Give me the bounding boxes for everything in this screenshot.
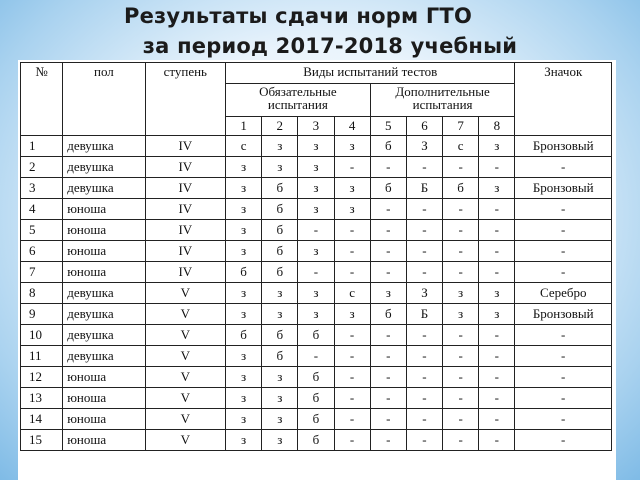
row-num: 5	[21, 220, 63, 241]
row-score: -	[479, 199, 515, 220]
title-line-2: за период 2017-2018 учебный	[142, 34, 518, 58]
row-score: -	[370, 367, 406, 388]
header-test-7: 7	[443, 117, 479, 136]
row-score: з	[479, 283, 515, 304]
header-required: Обязательные испытания	[226, 84, 371, 117]
row-score: -	[370, 157, 406, 178]
header-optional: Дополнительные испытания	[370, 84, 515, 117]
row-gender: юноша	[63, 367, 145, 388]
row-score: б	[226, 262, 262, 283]
row-score: з	[334, 199, 370, 220]
row-score: з	[226, 157, 262, 178]
row-badge: -	[515, 241, 612, 262]
header-level: ступень	[145, 63, 225, 136]
row-score: б	[298, 388, 334, 409]
row-score: -	[334, 409, 370, 430]
table-row	[21, 220, 612, 241]
row-score: з	[226, 241, 262, 262]
row-level: IV	[145, 262, 225, 283]
row-badge: -	[515, 220, 612, 241]
row-level: V	[145, 388, 225, 409]
row-score: -	[370, 241, 406, 262]
row-gender: девушка	[63, 304, 145, 325]
row-score: б	[262, 346, 298, 367]
row-score: -	[406, 430, 442, 451]
row-level: V	[145, 430, 225, 451]
row-num: 8	[21, 283, 63, 304]
row-gender: юноша	[63, 409, 145, 430]
row-score: з	[298, 199, 334, 220]
row-score: з	[226, 367, 262, 388]
row-badge: -	[515, 367, 612, 388]
row-score: з	[226, 430, 262, 451]
row-score: -	[479, 157, 515, 178]
row-num: 13	[21, 388, 63, 409]
row-score: -	[298, 346, 334, 367]
row-gender: юноша	[63, 199, 145, 220]
row-score: -	[334, 157, 370, 178]
row-badge: -	[515, 325, 612, 346]
row-score: -	[479, 430, 515, 451]
row-score: б	[298, 367, 334, 388]
row-score: з	[479, 178, 515, 199]
row-score: -	[298, 262, 334, 283]
row-badge: Бронзовый	[515, 136, 612, 157]
row-badge: -	[515, 157, 612, 178]
row-score: з	[334, 304, 370, 325]
row-gender: юноша	[63, 241, 145, 262]
row-score: -	[406, 199, 442, 220]
row-score: -	[479, 346, 515, 367]
table-row	[21, 430, 612, 451]
row-score: з	[334, 136, 370, 157]
row-gender: юноша	[63, 388, 145, 409]
row-num: 9	[21, 304, 63, 325]
row-score: б	[298, 430, 334, 451]
row-score: -	[479, 262, 515, 283]
row-score: з	[226, 220, 262, 241]
row-score: Б	[406, 304, 442, 325]
row-score: -	[479, 325, 515, 346]
row-num: 3	[21, 178, 63, 199]
row-score: -	[334, 220, 370, 241]
row-level: V	[145, 367, 225, 388]
row-score: -	[370, 199, 406, 220]
row-num: 11	[21, 346, 63, 367]
row-level: V	[145, 325, 225, 346]
row-score: -	[370, 346, 406, 367]
row-gender: девушка	[63, 325, 145, 346]
row-score: б	[262, 220, 298, 241]
row-score: з	[226, 199, 262, 220]
row-score: б	[370, 178, 406, 199]
row-score: з	[479, 136, 515, 157]
table-row	[21, 241, 612, 262]
row-level: IV	[145, 178, 225, 199]
row-score: -	[443, 157, 479, 178]
row-gender: юноша	[63, 430, 145, 451]
row-num: 4	[21, 199, 63, 220]
row-badge: Серебро	[515, 283, 612, 304]
row-score: Б	[406, 178, 442, 199]
header-num: №	[21, 63, 63, 136]
row-score: з	[298, 283, 334, 304]
table-row	[21, 283, 612, 304]
row-score: -	[370, 325, 406, 346]
table-row	[21, 157, 612, 178]
row-score: -	[334, 430, 370, 451]
row-score: з	[262, 136, 298, 157]
row-score: з	[298, 178, 334, 199]
row-score: -	[443, 346, 479, 367]
row-score: -	[370, 220, 406, 241]
row-score: б	[262, 178, 298, 199]
row-num: 2	[21, 157, 63, 178]
row-score: з	[262, 283, 298, 304]
row-score: -	[479, 367, 515, 388]
header-test-1: 1	[226, 117, 262, 136]
row-gender: девушка	[63, 283, 145, 304]
table-row	[21, 325, 612, 346]
row-score: -	[334, 367, 370, 388]
row-score: б	[262, 199, 298, 220]
row-score: -	[479, 220, 515, 241]
row-score: з	[262, 157, 298, 178]
header-badge: Значок	[515, 63, 612, 136]
row-score: -	[406, 262, 442, 283]
row-score: -	[443, 409, 479, 430]
row-level: IV	[145, 136, 225, 157]
row-score: б	[262, 241, 298, 262]
header-test-6: 6	[406, 117, 442, 136]
row-score: -	[334, 241, 370, 262]
table-row	[21, 262, 612, 283]
table-row	[21, 304, 612, 325]
row-score: з	[298, 241, 334, 262]
row-gender: юноша	[63, 262, 145, 283]
row-score: З	[406, 283, 442, 304]
row-badge: -	[515, 430, 612, 451]
header-gender: пол	[63, 63, 145, 136]
row-level: IV	[145, 241, 225, 262]
table-row	[21, 409, 612, 430]
row-score: з	[298, 157, 334, 178]
row-gender: девушка	[63, 178, 145, 199]
row-score: -	[406, 241, 442, 262]
row-score: б	[298, 325, 334, 346]
row-score: з	[226, 178, 262, 199]
table-row	[21, 367, 612, 388]
row-score: з	[479, 304, 515, 325]
header-test-4: 4	[334, 117, 370, 136]
row-level: IV	[145, 220, 225, 241]
row-score: -	[406, 220, 442, 241]
row-num: 14	[21, 409, 63, 430]
row-score: -	[406, 346, 442, 367]
row-score: б	[226, 325, 262, 346]
title-line-1: Результаты сдачи норм ГТО	[123, 4, 473, 28]
row-badge: -	[515, 388, 612, 409]
row-badge: -	[515, 346, 612, 367]
row-num: 15	[21, 430, 63, 451]
row-score: -	[479, 409, 515, 430]
row-score: -	[443, 430, 479, 451]
row-badge: -	[515, 409, 612, 430]
row-score: з	[334, 178, 370, 199]
header-tests: Виды испытаний тестов	[226, 63, 515, 84]
header-test-8: 8	[479, 117, 515, 136]
row-score: з	[226, 346, 262, 367]
row-score: -	[370, 262, 406, 283]
row-score: с	[334, 283, 370, 304]
row-score: -	[443, 241, 479, 262]
row-score: -	[334, 346, 370, 367]
row-score: -	[334, 325, 370, 346]
row-score: з	[262, 367, 298, 388]
row-score: б	[370, 304, 406, 325]
row-score: -	[443, 325, 479, 346]
table-row	[21, 136, 612, 157]
row-gender: девушка	[63, 136, 145, 157]
table-row	[21, 388, 612, 409]
row-level: V	[145, 304, 225, 325]
row-num: 12	[21, 367, 63, 388]
row-score: -	[406, 367, 442, 388]
row-level: IV	[145, 199, 225, 220]
row-gender: девушка	[63, 346, 145, 367]
row-num: 7	[21, 262, 63, 283]
header-test-5: 5	[370, 117, 406, 136]
row-score: з	[262, 430, 298, 451]
results-table	[20, 62, 612, 451]
row-score: б	[443, 178, 479, 199]
row-badge: -	[515, 199, 612, 220]
header-test-3: 3	[298, 117, 334, 136]
row-badge: Бронзовый	[515, 304, 612, 325]
row-score: з	[443, 304, 479, 325]
results-sheet	[18, 60, 616, 480]
row-score: -	[406, 409, 442, 430]
row-score: б	[370, 136, 406, 157]
row-score: -	[443, 367, 479, 388]
row-score: -	[370, 409, 406, 430]
row-score: с	[226, 136, 262, 157]
row-score: -	[443, 388, 479, 409]
row-score: -	[406, 157, 442, 178]
row-score: З	[406, 136, 442, 157]
row-score: -	[479, 241, 515, 262]
row-num: 10	[21, 325, 63, 346]
row-score: з	[298, 304, 334, 325]
row-score: б	[262, 262, 298, 283]
row-score: з	[443, 283, 479, 304]
row-score: б	[298, 409, 334, 430]
row-score: -	[370, 388, 406, 409]
row-score: б	[262, 325, 298, 346]
row-num: 1	[21, 136, 63, 157]
row-level: V	[145, 409, 225, 430]
row-score: з	[262, 409, 298, 430]
row-badge: -	[515, 262, 612, 283]
row-num: 6	[21, 241, 63, 262]
table-row	[21, 199, 612, 220]
row-score: з	[226, 409, 262, 430]
row-score: -	[443, 220, 479, 241]
row-score: -	[370, 430, 406, 451]
row-badge: Бронзовый	[515, 178, 612, 199]
row-score: з	[262, 388, 298, 409]
results-body	[21, 136, 612, 451]
row-score: з	[226, 388, 262, 409]
row-score: с	[443, 136, 479, 157]
table-row	[21, 178, 612, 199]
row-score: з	[262, 304, 298, 325]
row-score: -	[334, 262, 370, 283]
row-level: IV	[145, 157, 225, 178]
row-score: з	[226, 304, 262, 325]
row-level: V	[145, 346, 225, 367]
row-score: -	[298, 220, 334, 241]
row-score: -	[406, 388, 442, 409]
row-score: -	[443, 262, 479, 283]
row-score: -	[443, 199, 479, 220]
row-score: з	[226, 283, 262, 304]
table-row	[21, 346, 612, 367]
row-level: V	[145, 283, 225, 304]
row-score: -	[334, 388, 370, 409]
row-score: -	[406, 325, 442, 346]
header-test-2: 2	[262, 117, 298, 136]
row-gender: юноша	[63, 220, 145, 241]
row-score: -	[479, 388, 515, 409]
row-score: з	[298, 136, 334, 157]
row-score: з	[370, 283, 406, 304]
row-gender: девушка	[63, 157, 145, 178]
